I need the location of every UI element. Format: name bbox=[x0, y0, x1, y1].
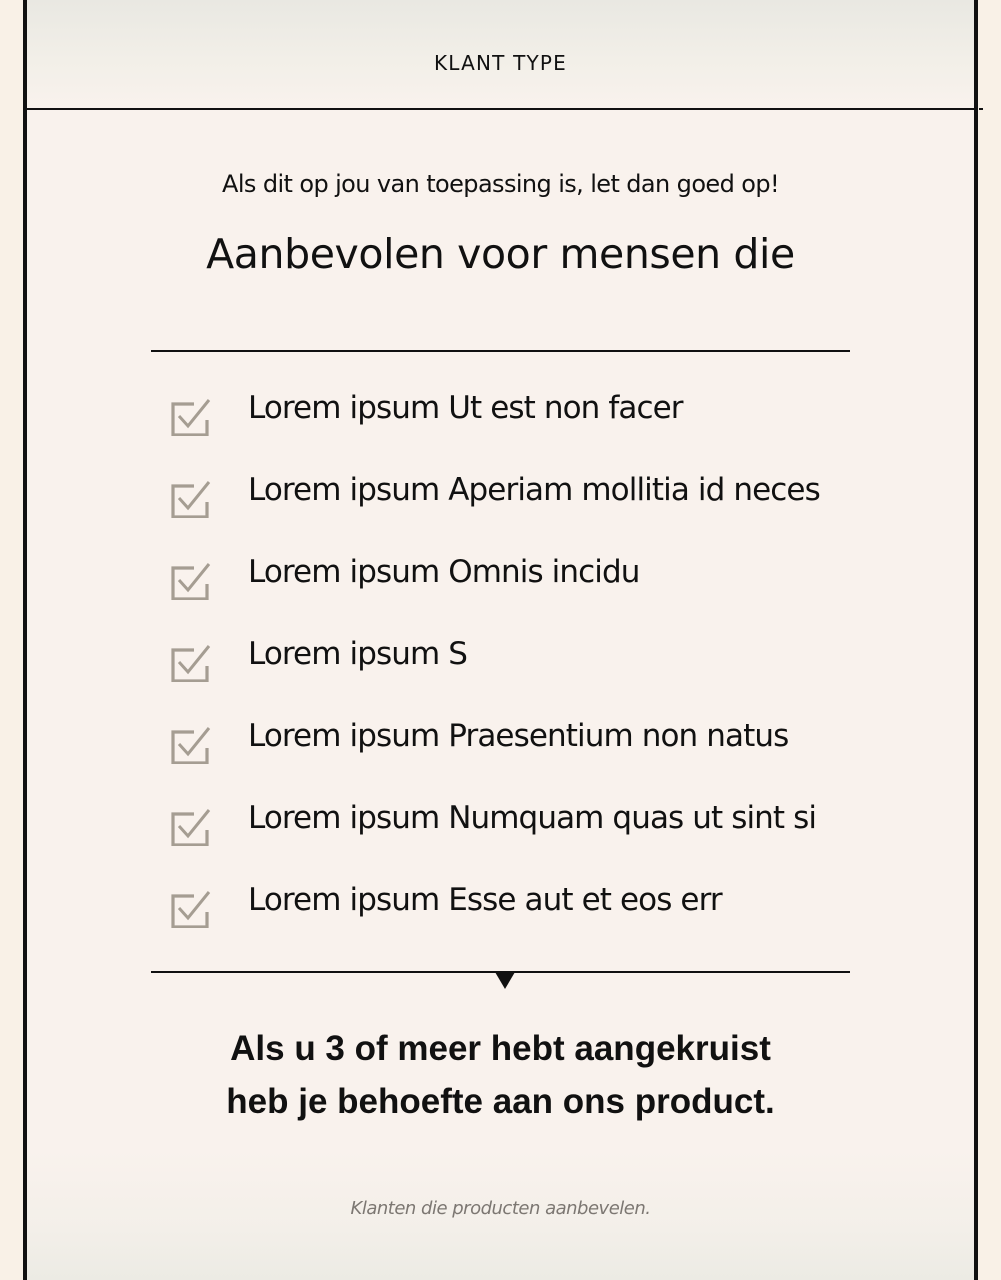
footer-caption: Klanten die producten aanbevelen. bbox=[350, 1198, 651, 1219]
checkbox-checked-icon bbox=[168, 642, 212, 682]
checklist-item bbox=[168, 554, 868, 636]
checkbox-checked-icon bbox=[168, 478, 212, 518]
section-heading: Aanbevolen voor mensen die bbox=[206, 230, 795, 278]
conclusion-line-1: Als u 3 of meer hebt aangekruist bbox=[230, 1029, 771, 1068]
checklist-item-label: Lorem ipsum Esse aut et eos err bbox=[248, 882, 722, 918]
checkbox-checked-icon bbox=[168, 396, 212, 436]
conclusion-text bbox=[27, 1022, 974, 1128]
checklist-item bbox=[168, 636, 868, 718]
checklist-item bbox=[168, 390, 868, 472]
checkbox-checked-icon bbox=[168, 724, 212, 764]
checklist-item-label: Lorem ipsum Numquam quas ut sint si bbox=[248, 800, 817, 836]
customer-type-card bbox=[23, 0, 978, 1280]
header-title: KLANT TYPE bbox=[433, 51, 568, 75]
down-arrow-icon bbox=[495, 972, 515, 989]
checklist-item bbox=[168, 718, 868, 800]
intro-subtitle: Als dit op jou van toepassing is, let dan goed op! bbox=[222, 170, 779, 198]
checklist-item-label: Lorem ipsum Ut est non facer bbox=[248, 390, 683, 426]
top-divider bbox=[151, 350, 850, 352]
checklist-item-label: Lorem ipsum Omnis incidu bbox=[248, 554, 640, 590]
checkbox-checked-icon bbox=[168, 806, 212, 846]
checkbox-checked-icon bbox=[168, 560, 212, 600]
checklist-item bbox=[168, 882, 868, 964]
checkbox-checked-icon bbox=[168, 888, 212, 928]
checklist-item-label: Lorem ipsum S bbox=[248, 636, 467, 672]
card-header bbox=[27, 0, 974, 110]
checklist bbox=[168, 390, 868, 964]
conclusion-line-2: heb je behoefte aan ons product. bbox=[226, 1082, 775, 1121]
checklist-item bbox=[168, 800, 868, 882]
header-divider-extension bbox=[979, 108, 983, 110]
checklist-item-label: Lorem ipsum Praesentium non natus bbox=[248, 718, 789, 754]
checklist-item-label: Lorem ipsum Aperiam mollitia id neces bbox=[248, 472, 820, 508]
checklist-item bbox=[168, 472, 868, 554]
